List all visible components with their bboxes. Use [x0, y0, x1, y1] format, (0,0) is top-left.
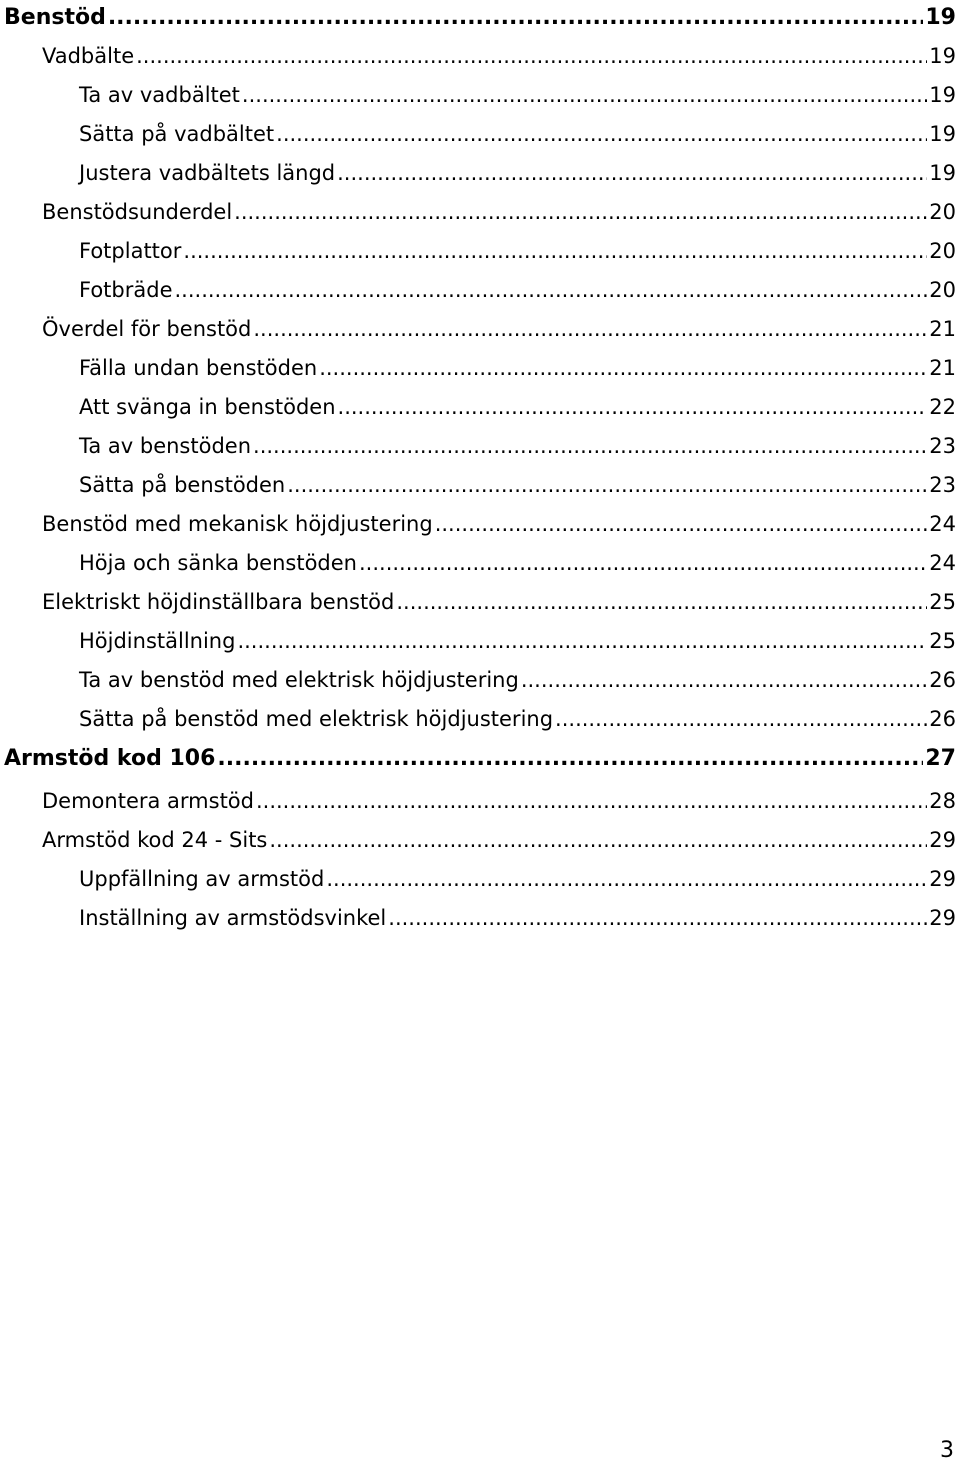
toc-entry-title: Ta av vadbältet: [79, 83, 240, 107]
toc-entry-page: 24: [929, 512, 956, 536]
toc-entry[interactable]: [0, 584, 960, 620]
toc-entry-page: 29: [929, 867, 956, 891]
toc-entry-title: Fälla undan benstöden: [79, 356, 318, 380]
toc-entry-title: Uppfällning av armstöd: [79, 867, 325, 891]
toc-entry-page: 19: [929, 161, 956, 185]
toc-entry[interactable]: [0, 77, 960, 113]
toc-entry-title: Elektriskt höjdinställbara benstöd: [42, 590, 395, 614]
toc-dot-leader: [136, 38, 927, 74]
toc-entry-title: Benstöd med mekanisk höjdjustering: [42, 512, 433, 536]
toc-entry-title: Armstöd kod 24 - Sits: [42, 828, 268, 852]
toc-entry-page: 28: [929, 789, 956, 813]
toc-entry[interactable]: [0, 194, 960, 230]
toc-entry[interactable]: [0, 0, 960, 36]
toc-entry-page: 19: [929, 44, 956, 68]
toc-entry-title: Sätta på vadbältet: [79, 122, 275, 146]
toc-entry[interactable]: [0, 389, 960, 425]
toc-entry-title: Höja och sänka benstöden: [79, 551, 357, 575]
toc-entry[interactable]: [0, 623, 960, 659]
toc-entry-page: 19: [929, 122, 956, 146]
toc-entry[interactable]: [0, 861, 960, 897]
toc-dot-leader: [183, 233, 927, 269]
toc-entry-page: 22: [929, 395, 956, 419]
toc-dot-leader: [521, 662, 927, 698]
toc-entry[interactable]: [0, 467, 960, 503]
toc-entry-page: 20: [929, 278, 956, 302]
toc-entry-page: 20: [929, 239, 956, 263]
toc-entry[interactable]: [0, 900, 960, 936]
toc-entry-title: Armstöd kod 106: [4, 746, 216, 771]
toc-entry[interactable]: [0, 428, 960, 464]
toc-entry-title: Benstöd: [4, 5, 106, 30]
toc-entry[interactable]: [0, 350, 960, 386]
page-number: 3: [940, 1438, 954, 1463]
toc-entry[interactable]: [0, 741, 960, 777]
toc-entry-page: 24: [929, 551, 956, 575]
toc-dot-leader: [555, 701, 927, 737]
toc-entry-page: 25: [929, 590, 956, 614]
toc-dot-leader: [337, 155, 927, 191]
toc-entry-title: Sätta på benstöd med elektrisk höjdjustering: [79, 707, 554, 731]
toc-entry-page: 29: [929, 906, 956, 930]
toc-entry[interactable]: [0, 662, 960, 698]
toc-entry-page: 23: [929, 434, 956, 458]
toc-entry[interactable]: [0, 506, 960, 542]
toc-entry-page: 26: [929, 707, 956, 731]
toc-dot-leader: [269, 822, 927, 858]
toc-entry[interactable]: [0, 233, 960, 269]
toc-dot-leader: [237, 623, 927, 659]
toc-dot-leader: [388, 900, 927, 936]
toc-dot-leader: [253, 428, 927, 464]
toc-entry-title: Att svänga in benstöden: [79, 395, 336, 419]
toc-dot-leader: [326, 861, 927, 897]
toc-entry-page: 19: [929, 83, 956, 107]
toc-dot-leader: [396, 584, 927, 620]
toc-entry-title: Höjdinställning: [79, 629, 236, 653]
toc-entry-title: Benstödsunderdel: [42, 200, 233, 224]
toc-entry-title: Inställning av armstödsvinkel: [79, 906, 387, 930]
toc-entry-page: 23: [929, 473, 956, 497]
toc-entry[interactable]: [0, 155, 960, 191]
toc-dot-leader: [319, 350, 927, 386]
toc-entry-title: Överdel för benstöd: [42, 317, 252, 341]
toc-dot-leader: [234, 194, 927, 230]
toc-entry[interactable]: [0, 311, 960, 347]
toc-entry-page: 21: [929, 356, 956, 380]
toc-entry-title: Justera vadbältets längd: [79, 161, 336, 185]
toc-entry[interactable]: [0, 783, 960, 819]
toc-entry-title: Vadbälte: [42, 44, 135, 68]
toc-dot-leader: [108, 0, 924, 36]
toc-entry-page: 26: [929, 668, 956, 692]
toc-entry-page: 20: [929, 200, 956, 224]
toc-entry-title: Sätta på benstöden: [79, 473, 286, 497]
toc-dot-leader: [276, 116, 927, 152]
toc-entry-title: Ta av benstöden: [79, 434, 252, 458]
toc-entry-page: 27: [925, 746, 956, 771]
toc-entry-page: 25: [929, 629, 956, 653]
toc-entry-title: Demontera armstöd: [42, 789, 254, 813]
toc-entry[interactable]: [0, 272, 960, 308]
toc-entry[interactable]: [0, 116, 960, 152]
toc-entry-page: 21: [929, 317, 956, 341]
toc-dot-leader: [435, 506, 928, 542]
toc-dot-leader: [242, 77, 927, 113]
toc-entry-title: Fotplattor: [79, 239, 182, 263]
toc-dot-leader: [253, 311, 927, 347]
toc-entry[interactable]: [0, 545, 960, 581]
toc-entry-page: 19: [925, 5, 956, 30]
toc-entry-title: Fotbräde: [79, 278, 173, 302]
toc-dot-leader: [338, 389, 928, 425]
toc-dot-leader: [256, 783, 927, 819]
toc-entry-title: Ta av benstöd med elektrisk höjdjustering: [79, 668, 519, 692]
toc-dot-leader: [175, 272, 928, 308]
toc-dot-leader: [217, 741, 923, 777]
toc-dot-leader: [287, 467, 927, 503]
toc-entry[interactable]: [0, 701, 960, 737]
toc-entry[interactable]: [0, 822, 960, 858]
toc-dot-leader: [359, 545, 927, 581]
toc-entry[interactable]: [0, 38, 960, 74]
toc-entry-page: 29: [929, 828, 956, 852]
